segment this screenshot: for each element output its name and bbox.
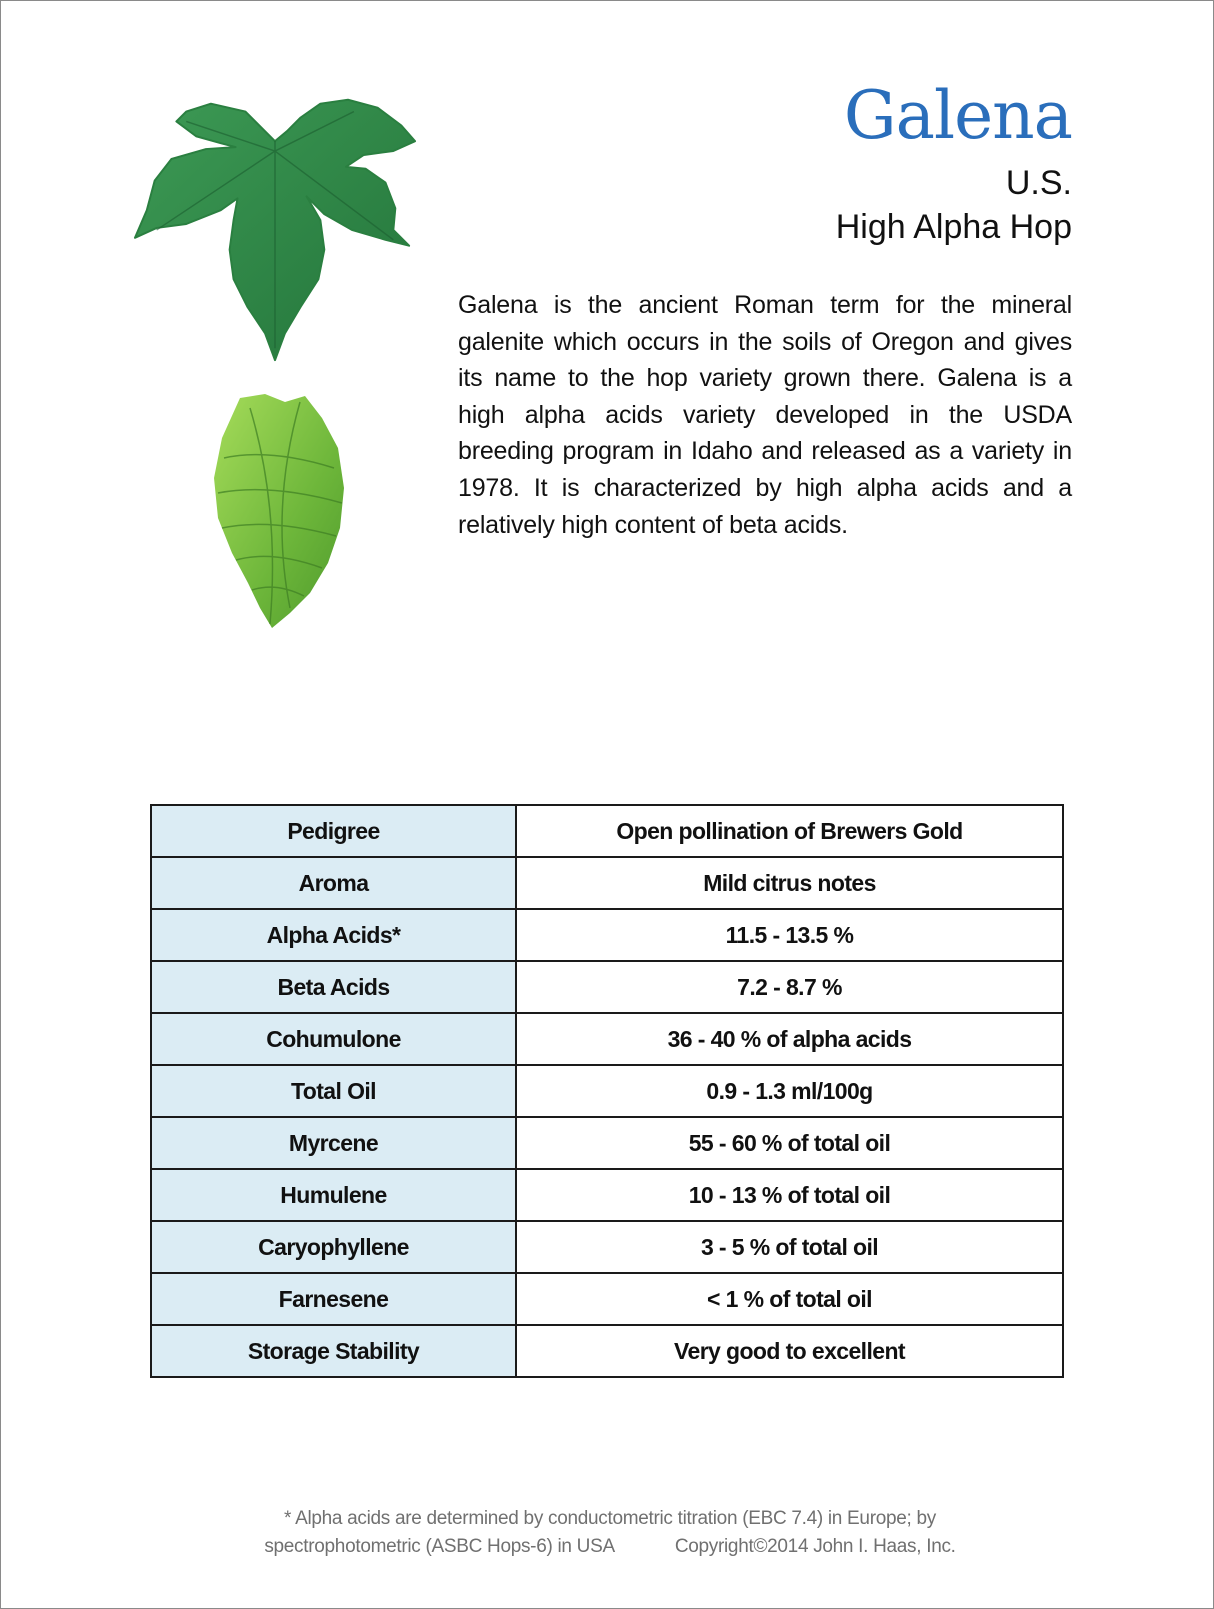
- spec-label: Storage Stability: [151, 1325, 516, 1377]
- table-row: [151, 1065, 1063, 1117]
- variety-origin: U.S.: [1005, 164, 1072, 202]
- table-row: [151, 1221, 1063, 1273]
- table-row: [151, 1273, 1063, 1325]
- spec-label: Myrcene: [151, 1117, 516, 1169]
- spec-value: 55 - 60 % of total oil: [516, 1117, 1063, 1169]
- table-row: [151, 961, 1063, 1013]
- spec-label: Cohumulone: [151, 1013, 516, 1065]
- spec-label: Total Oil: [151, 1065, 516, 1117]
- spec-value: Very good to excellent: [516, 1325, 1063, 1377]
- spec-value: < 1 % of total oil: [516, 1273, 1063, 1325]
- spec-value: 10 - 13 % of total oil: [516, 1169, 1063, 1221]
- spec-value: 36 - 40 % of alpha acids: [516, 1013, 1063, 1065]
- spec-label: Farnesene: [151, 1273, 516, 1325]
- footnote-line-2: [200, 1533, 1020, 1561]
- spec-value: 7.2 - 8.7 %: [516, 961, 1063, 1013]
- footnote-line-1: * Alpha acids are determined by conductometric titration (EBC 7.4) in Europe; by: [284, 1508, 936, 1529]
- spec-value: Mild citrus notes: [516, 857, 1063, 909]
- footnote-method: spectrophotometric (ASBC Hops-6) in USA: [264, 1536, 615, 1557]
- footnote: [200, 1505, 1020, 1561]
- hop-cone-icon: [210, 388, 350, 630]
- spec-value: 11.5 - 13.5 %: [516, 909, 1063, 961]
- hop-leaf-icon: [126, 82, 424, 368]
- table-row: [151, 1117, 1063, 1169]
- spec-label: Caryophyllene: [151, 1221, 516, 1273]
- copyright: Copyright©2014 John I. Haas, Inc.: [674, 1536, 956, 1557]
- spec-label: Aroma: [151, 857, 516, 909]
- spec-value: Open pollination of Brewers Gold: [516, 805, 1063, 857]
- table-row: [151, 805, 1063, 857]
- table-row: [151, 1013, 1063, 1065]
- variety-title: Galena: [843, 77, 1072, 154]
- spec-label: Beta Acids: [151, 961, 516, 1013]
- spec-value: 3 - 5 % of total oil: [516, 1221, 1063, 1273]
- table-row: [151, 1169, 1063, 1221]
- variety-type: High Alpha Hop: [835, 208, 1072, 246]
- table-row: [151, 1325, 1063, 1377]
- table-row: [151, 857, 1063, 909]
- spec-label: Alpha Acids*: [151, 909, 516, 961]
- variety-description: Galena is the ancient Roman term for the mineral galenite which occurs in the soils of Oregon and gives its name to the hop variety grown there. Galena is a high alpha acids variety developed in the USDA breeding program in Idaho and released as a variety in 1978. It is characterized by high alpha acids and a relatively high content of beta acids.: [458, 291, 1072, 539]
- spec-value: 0.9 - 1.3 ml/100g: [516, 1065, 1063, 1117]
- spec-label: Humulene: [151, 1169, 516, 1221]
- spec-label: Pedigree: [151, 805, 516, 857]
- table-row: [151, 909, 1063, 961]
- specs-table: [150, 804, 1064, 1378]
